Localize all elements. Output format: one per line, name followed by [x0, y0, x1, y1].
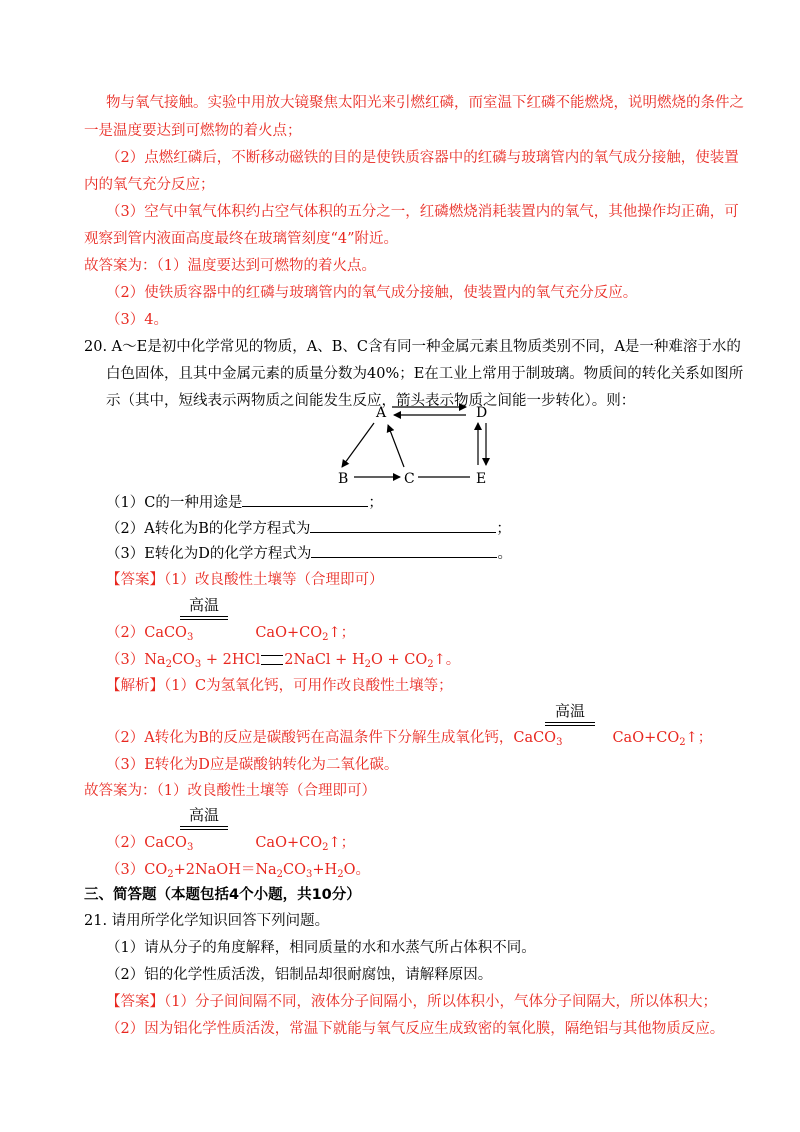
node-c: C	[404, 471, 415, 487]
answer-line: 一是温度要达到可燃物的着火点；	[84, 123, 302, 139]
analysis-tag: 【解析】	[106, 678, 164, 694]
sub-question-text: （2）A转化为B的化学方程式为	[106, 521, 311, 537]
formula-part: （2）CaCO	[106, 835, 187, 851]
formula-part: 2NaCl + H	[284, 652, 365, 668]
formula-part: O。	[343, 862, 370, 878]
question-21-sub2: （2）铝的化学性质活泼，铝制品却很耐腐蚀，请解释原因。	[106, 967, 493, 983]
formula-part: +2NaOH＝Na	[173, 862, 277, 878]
answer-line: 故答案为：（1）温度要达到可燃物的着火点。	[84, 258, 376, 274]
answer-line: （2）因为铝化学性质活泼，常温下就能与氧气反应生成致密的氧化膜，隔绝铝与其他物质反应。	[106, 1021, 725, 1037]
subscript: 2	[322, 842, 329, 853]
condition-bar	[180, 826, 228, 827]
subscript: 3	[186, 842, 194, 853]
formula-part: ↑；	[685, 730, 713, 746]
formula-part: CaO+CO	[255, 625, 323, 641]
subscript: 2	[679, 737, 686, 748]
relation-diagram	[330, 395, 510, 495]
arrow-a-to-b	[342, 423, 374, 467]
subscript: 3	[306, 869, 313, 880]
question-20-line1	[84, 336, 741, 358]
question-stem: A～E是初中化学常见的物质，A、B、C含有同一种金属元素且物质类别不同，A是一种难溶于水的	[111, 339, 741, 355]
condition-text: 高温	[188, 596, 219, 614]
subscript: 2	[167, 869, 174, 880]
final-answer-line: 故答案为：（1）改良酸性土壤等（合理即可）	[84, 783, 376, 799]
sub-question-text: （1）C的一种用途是	[106, 495, 243, 511]
answer-line: （3）空气中氧气体积约占空气体积的五分之一，红磷燃烧消耗装置内的氧气，其他操作均正确，可	[106, 204, 739, 220]
question-20-line2: 白色固体，且其中金属元素的质量分数为40%；E在工业上常用于制玻璃。物质间的转化关系如图所	[106, 366, 744, 382]
condition-bar	[545, 725, 595, 726]
answer-tag: 【答案】	[106, 572, 164, 588]
final-equation-2	[106, 832, 355, 854]
formula-part: CaO+CO	[612, 730, 680, 746]
subscript: 2	[276, 869, 284, 880]
subscript: 2	[364, 659, 371, 670]
punct: ；	[496, 521, 511, 537]
answer-text: （1）分子间间隔不同，液体分子间隔小，所以体积小，气体分子间隔大，所以体积大；	[164, 994, 717, 1010]
answer-line: （3）4。	[106, 312, 168, 328]
question-number: 20.	[84, 339, 108, 355]
formula-part: ↑；	[328, 835, 356, 851]
formula-part: CaO+CO	[255, 835, 323, 851]
condition-text: 高温	[554, 702, 585, 720]
punct: ；	[368, 495, 383, 511]
answer-text: （1）改良酸性土壤等（合理即可）	[164, 572, 384, 588]
reaction-condition	[545, 700, 595, 726]
answer-blank[interactable]	[311, 543, 497, 558]
analysis-line: （3）E转化为D应是碳酸钠转化为二氧化碳。	[106, 757, 399, 773]
punct: 。	[497, 546, 512, 562]
question-20-sub2	[106, 518, 511, 540]
node-e: E	[476, 471, 487, 487]
reaction-condition	[180, 804, 228, 830]
node-b: B	[338, 471, 349, 487]
formula-part: （2）CaCO	[106, 625, 187, 641]
condition-bar	[545, 722, 595, 723]
answer-line	[106, 991, 717, 1013]
answer-line: 物与氧气接触。实验中用放大镜聚焦太阳光来引燃红磷，而室温下红磷不能燃烧，说明燃烧的条件之	[106, 95, 744, 111]
node-a: A	[376, 405, 387, 421]
reaction-condition	[180, 594, 228, 620]
formula-part: +H	[312, 862, 338, 878]
formula-part: CO	[283, 862, 307, 878]
answer-line: 观察到管内液面高度最终在玻璃管刻度“4”附近。	[84, 231, 399, 247]
condition-bar	[180, 829, 228, 830]
condition-bar	[180, 616, 228, 617]
formula-part: CO	[171, 652, 195, 668]
answer-equation-2	[106, 622, 355, 644]
question-number: 21.	[84, 913, 108, 929]
subscript: 2	[165, 659, 172, 670]
formula-part: ↑；	[328, 625, 356, 641]
answer-line: （2）使铁质容器中的红磷与玻璃管内的氧气成分接触，使装置内的氧气充分反应。	[106, 285, 638, 301]
question-20-sub1	[106, 492, 383, 514]
formula-part: ↑。	[433, 652, 461, 668]
answer-equation-3	[106, 649, 460, 671]
condition-bar	[180, 619, 228, 620]
question-21-line1	[84, 910, 329, 932]
formula-part: （3）Na	[106, 652, 166, 668]
sub-question-text: （3）E转化为D的化学方程式为	[106, 546, 312, 562]
answer-line: （2）点燃红磷后，不断移动磁铁的目的是使铁质容器中的红磷与玻璃管内的氧气成分接触，使装置	[106, 150, 739, 166]
analysis-line	[106, 675, 453, 697]
question-21-sub1: （1）请从分子的角度解释，相同质量的水和水蒸气所占体积不同。	[106, 940, 536, 956]
analysis-text: （2）A转化为B的反应是碳酸钙在高温条件下分解生成氧化钙，CaCO	[106, 730, 557, 746]
question-20-sub3	[106, 543, 512, 565]
arrow-c-to-a	[388, 425, 404, 467]
subscript: 2	[322, 632, 329, 643]
analysis-text: （1）C为氢氧化钙，可用作改良酸性土壤等；	[164, 678, 453, 694]
answer-blank[interactable]	[310, 518, 496, 533]
question-stem: 请用所学化学知识回答下列问题。	[111, 913, 330, 929]
node-d: D	[476, 405, 488, 421]
subscript: 2	[337, 869, 344, 880]
subscript: 3	[186, 632, 194, 643]
answer-line	[106, 569, 383, 591]
condition-text: 高温	[188, 806, 219, 824]
final-equation-3	[106, 859, 370, 881]
formula-part: （3）CO	[106, 862, 168, 878]
subscript: 3	[556, 737, 563, 748]
answer-blank[interactable]	[242, 492, 368, 507]
equals-sign	[261, 655, 283, 665]
subscript: 3	[194, 659, 202, 670]
answer-line: 内的氧气充分反应；	[84, 177, 215, 193]
answer-tag: 【答案】	[106, 994, 164, 1010]
formula-part: O + CO	[370, 652, 428, 668]
question-20-line3: 示（其中，短线表示两物质之间能发生反应，箭头表示物质之间能一步转化）。则：	[106, 393, 636, 409]
analysis-equation	[106, 727, 712, 749]
subscript: 2	[427, 659, 434, 670]
formula-part: + 2HCl	[201, 652, 261, 668]
section-heading: 三、简答题（本题包括4个小题，共10分）	[84, 887, 361, 903]
